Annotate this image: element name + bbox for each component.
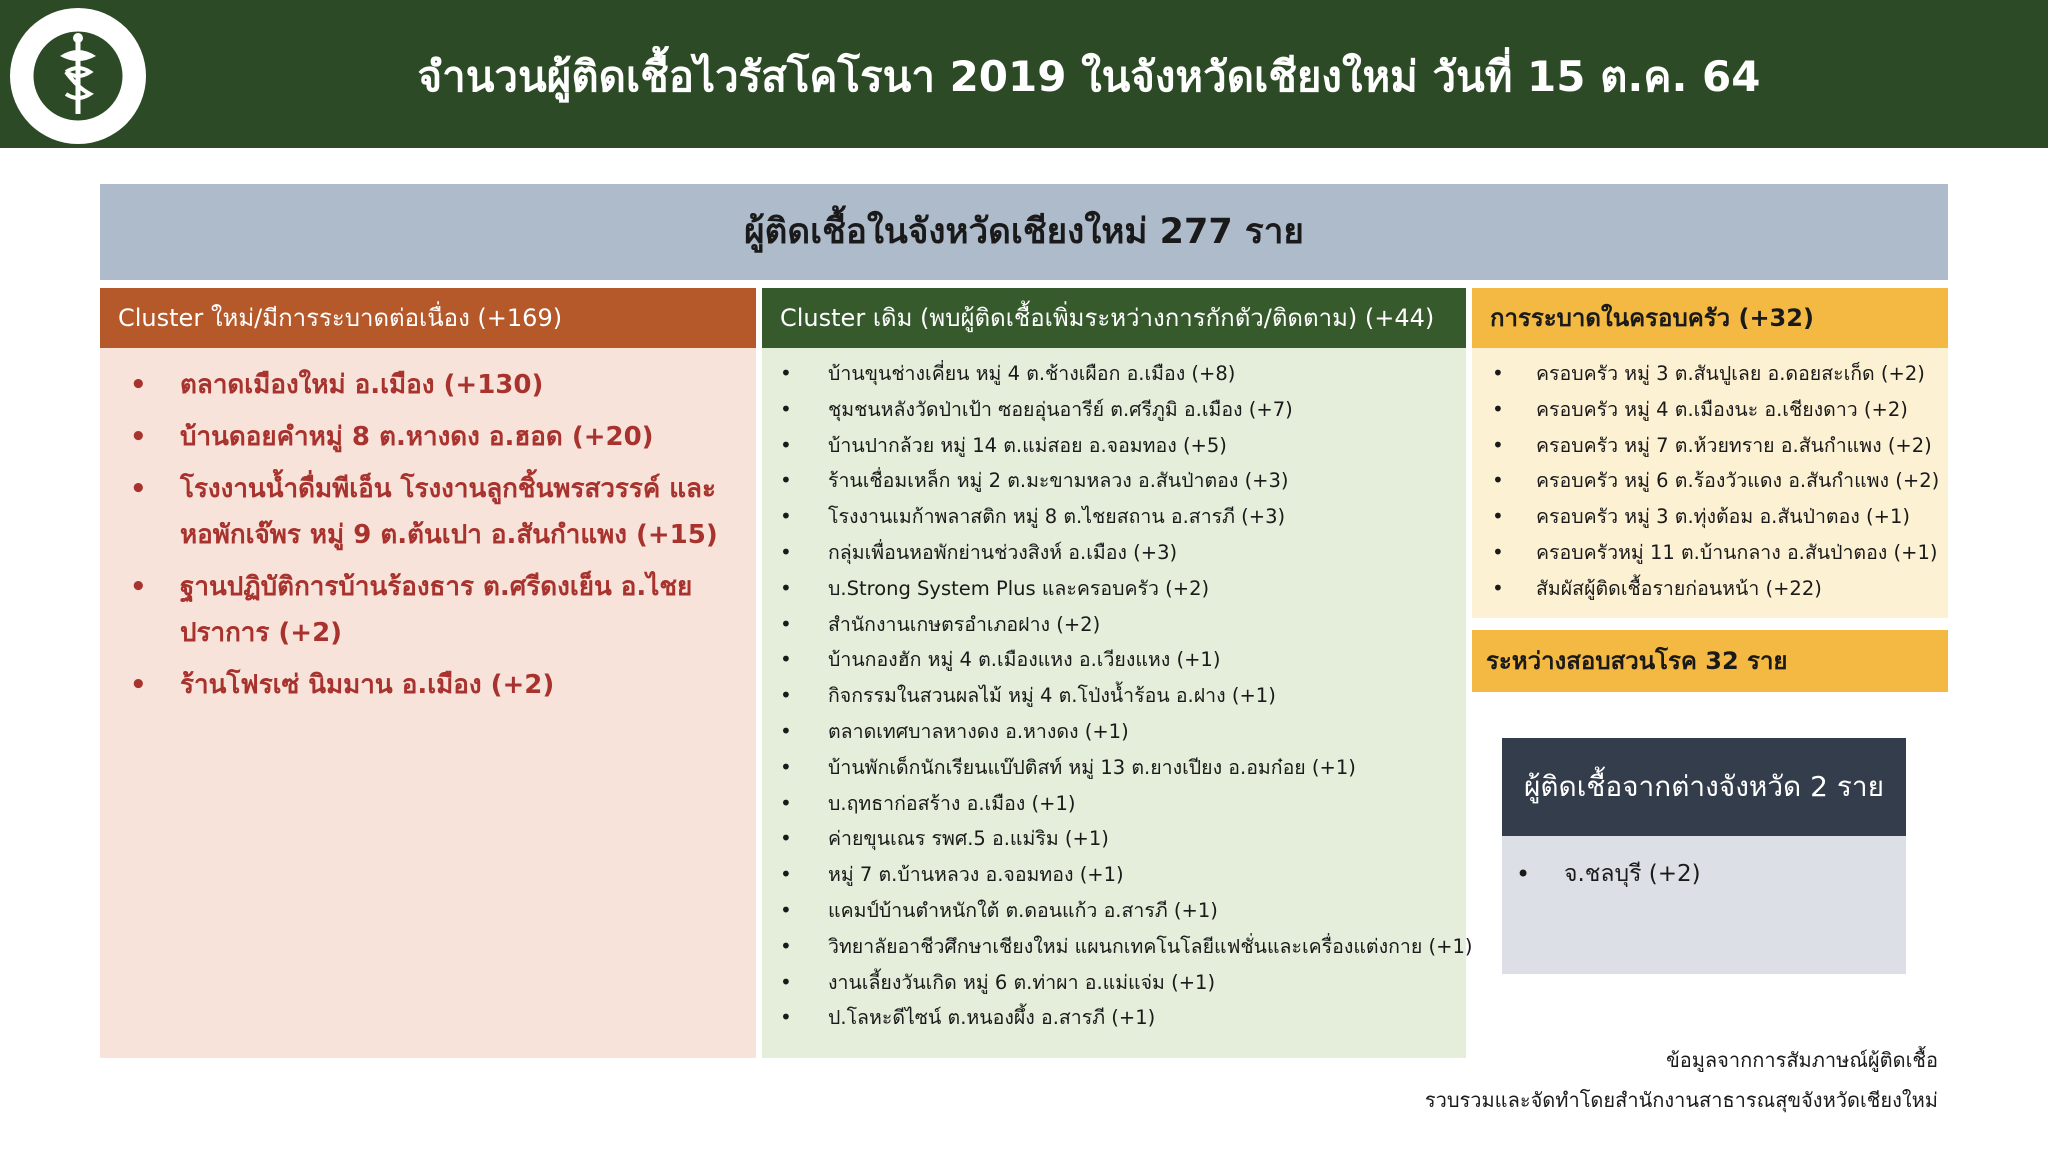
list-item: • สำนักงานเกษตรอำเภอฝาง (+2) xyxy=(762,607,1466,643)
list-item: • ตลาดเทศบาลหางดง อ.หางดง (+1) xyxy=(762,714,1466,750)
list-item: • ครอบครัวหมู่ 11 ต.บ้านกลาง อ.สันป่าตอง (+1) xyxy=(1472,535,1948,571)
source-note-line: ข้อมูลจากการสัมภาษณ์ผู้ติดเชื้อ xyxy=(1666,1048,1938,1072)
list-item: • ค่ายขุนเณร รพศ.5 อ.แม่ริม (+1) xyxy=(762,821,1466,857)
list-item: • ครอบครัว หมู่ 3 ต.ทุ่งต้อม อ.สันป่าตอง (+1) xyxy=(1472,499,1948,535)
ministry-of-public-health-logo xyxy=(8,6,148,146)
list-item: • บ้านพักเด็กนักเรียนแบ๊ปติสท์ หมู่ 13 ต.ยางเปียง อ.อมก๋อย (+1) xyxy=(762,750,1466,786)
list-item: • กลุ่มเพื่อนหอพักย่านช่วงสิงห์ อ.เมือง (+3) xyxy=(762,535,1466,571)
new-cluster-list xyxy=(116,362,740,708)
source-note xyxy=(1425,1040,1938,1120)
other-province-list xyxy=(1502,856,1906,892)
list-item: • หมู่ 7 ต.บ้านหลวง อ.จอมทอง (+1) xyxy=(762,857,1466,893)
list-item: • ร้านเชื่อมเหล็ก หมู่ 2 ต.มะขามหลวง อ.สันป่าตอง (+3) xyxy=(762,463,1466,499)
other-province-heading: ผู้ติดเชื้อจากต่างจังหวัด 2 ราย xyxy=(1502,738,1906,836)
list-item: • จ.ชลบุรี (+2) xyxy=(1502,856,1906,892)
new-cluster-panel xyxy=(100,348,756,1058)
header-bar xyxy=(0,0,2048,148)
under-investigation-banner: ระหว่างสอบสวนโรค 32 ราย xyxy=(1472,630,1948,692)
page-title: จำนวนผู้ติดเชื้อไวรัสโคโรนา 2019 ในจังหวัดเชียงใหม่ วันที่ 15 ต.ค. 64 xyxy=(417,52,1761,101)
list-item: • ฐานปฏิบัติการบ้านร้องธาร ต.ศรีดงเย็น อ.ไชยปราการ (+2) xyxy=(116,564,740,656)
list-item: • ร้านโฟรเซ่ นิมมาน อ.เมือง (+2) xyxy=(116,662,740,708)
list-item: • ครอบครัว หมู่ 3 ต.สันปูเลย อ.ดอยสะเก็ด (+2) xyxy=(1472,356,1948,392)
list-item: • งานเลี้ยงวันเกิด หมู่ 6 ต.ท่าผา อ.แม่แจ่ม (+1) xyxy=(762,965,1466,1001)
old-cluster-list xyxy=(762,356,1473,1036)
list-item: • บ.ฤทธาก่อสร้าง อ.เมือง (+1) xyxy=(762,786,1466,822)
list-item: • กิจกรรมในสวนผลไม้ หมู่ 4 ต.โป่งน้ำร้อน อ.ฝาง (+1) xyxy=(762,678,1466,714)
other-province-panel xyxy=(1502,836,1906,974)
family-panel xyxy=(1472,348,1948,618)
list-item: • โรงงานน้ำดื่มพีเอ็น โรงงานลูกชิ้นพรสวรรค์ และหอพักเจ๊พร หมู่ 9 ต.ต้นเปา อ.สันกำแพง (+15) xyxy=(116,466,740,558)
list-item: • ป.โลหะดีไซน์ ต.หนองผึ้ง อ.สารภี (+1) xyxy=(762,1000,1466,1036)
list-item: • แคมป์บ้านตำหนักใต้ ต.ดอนแก้ว อ.สารภี (+1) xyxy=(762,893,1466,929)
list-item: • ครอบครัว หมู่ 6 ต.ร้องวัวแดง อ.สันกำแพง (+2) xyxy=(1472,463,1948,499)
list-item: • ครอบครัว หมู่ 4 ต.เมืองนะ อ.เชียงดาว (+2) xyxy=(1472,392,1948,428)
list-item: • บ.Strong System Plus และครอบครัว (+2) xyxy=(762,571,1466,607)
list-item: • ครอบครัว หมู่ 7 ต.ห้วยทราย อ.สันกำแพง (+2) xyxy=(1472,428,1948,464)
province-total-banner: ผู้ติดเชื้อในจังหวัดเชียงใหม่ 277 ราย xyxy=(100,184,1948,280)
list-item: • สัมผัสผู้ติดเชื้อรายก่อนหน้า (+22) xyxy=(1472,571,1948,607)
list-item: • ตลาดเมืองใหม่ อ.เมือง (+130) xyxy=(116,362,740,408)
list-item: • บ้านขุนช่างเคี่ยน หมู่ 4 ต.ช้างเผือก อ.เมือง (+8) xyxy=(762,356,1466,392)
family-heading: การระบาดในครอบครัว (+32) xyxy=(1472,288,1948,348)
old-cluster-panel xyxy=(762,348,1473,1058)
list-item: • วิทยาลัยอาชีวศึกษาเชียงใหม่ แผนกเทคโนโลยีแฟชั่นและเครื่องแต่งกาย (+1) xyxy=(762,929,1466,965)
old-cluster-heading: Cluster เดิม (พบผู้ติดเชื้อเพิ่มระหว่างการกักตัว/ติดตาม) (+44) xyxy=(762,288,1466,348)
list-item: • ชุมชนหลังวัดป่าเป้า ซอยอุ่นอารีย์ ต.ศรีภูมิ อ.เมือง (+7) xyxy=(762,392,1466,428)
list-item: • บ้านดอยคำหมู่ 8 ต.หางดง อ.ฮอด (+20) xyxy=(116,414,740,460)
source-note-line: รวบรวมและจัดทำโดยสำนักงานสาธารณสุขจังหวัดเชียงใหม่ xyxy=(1424,1088,1938,1112)
list-item: • บ้านกองฮัก หมู่ 4 ต.เมืองแหง อ.เวียงแหง (+1) xyxy=(762,642,1466,678)
list-item: • บ้านปากล้วย หมู่ 14 ต.แม่สอย อ.จอมทอง (+5) xyxy=(762,428,1466,464)
list-item: • โรงงานเมก้าพลาสติก หมู่ 8 ต.ไชยสถาน อ.สารภี (+3) xyxy=(762,499,1466,535)
new-cluster-heading: Cluster ใหม่/มีการระบาดต่อเนื่อง (+169) xyxy=(100,288,756,348)
family-list xyxy=(1472,356,1948,607)
